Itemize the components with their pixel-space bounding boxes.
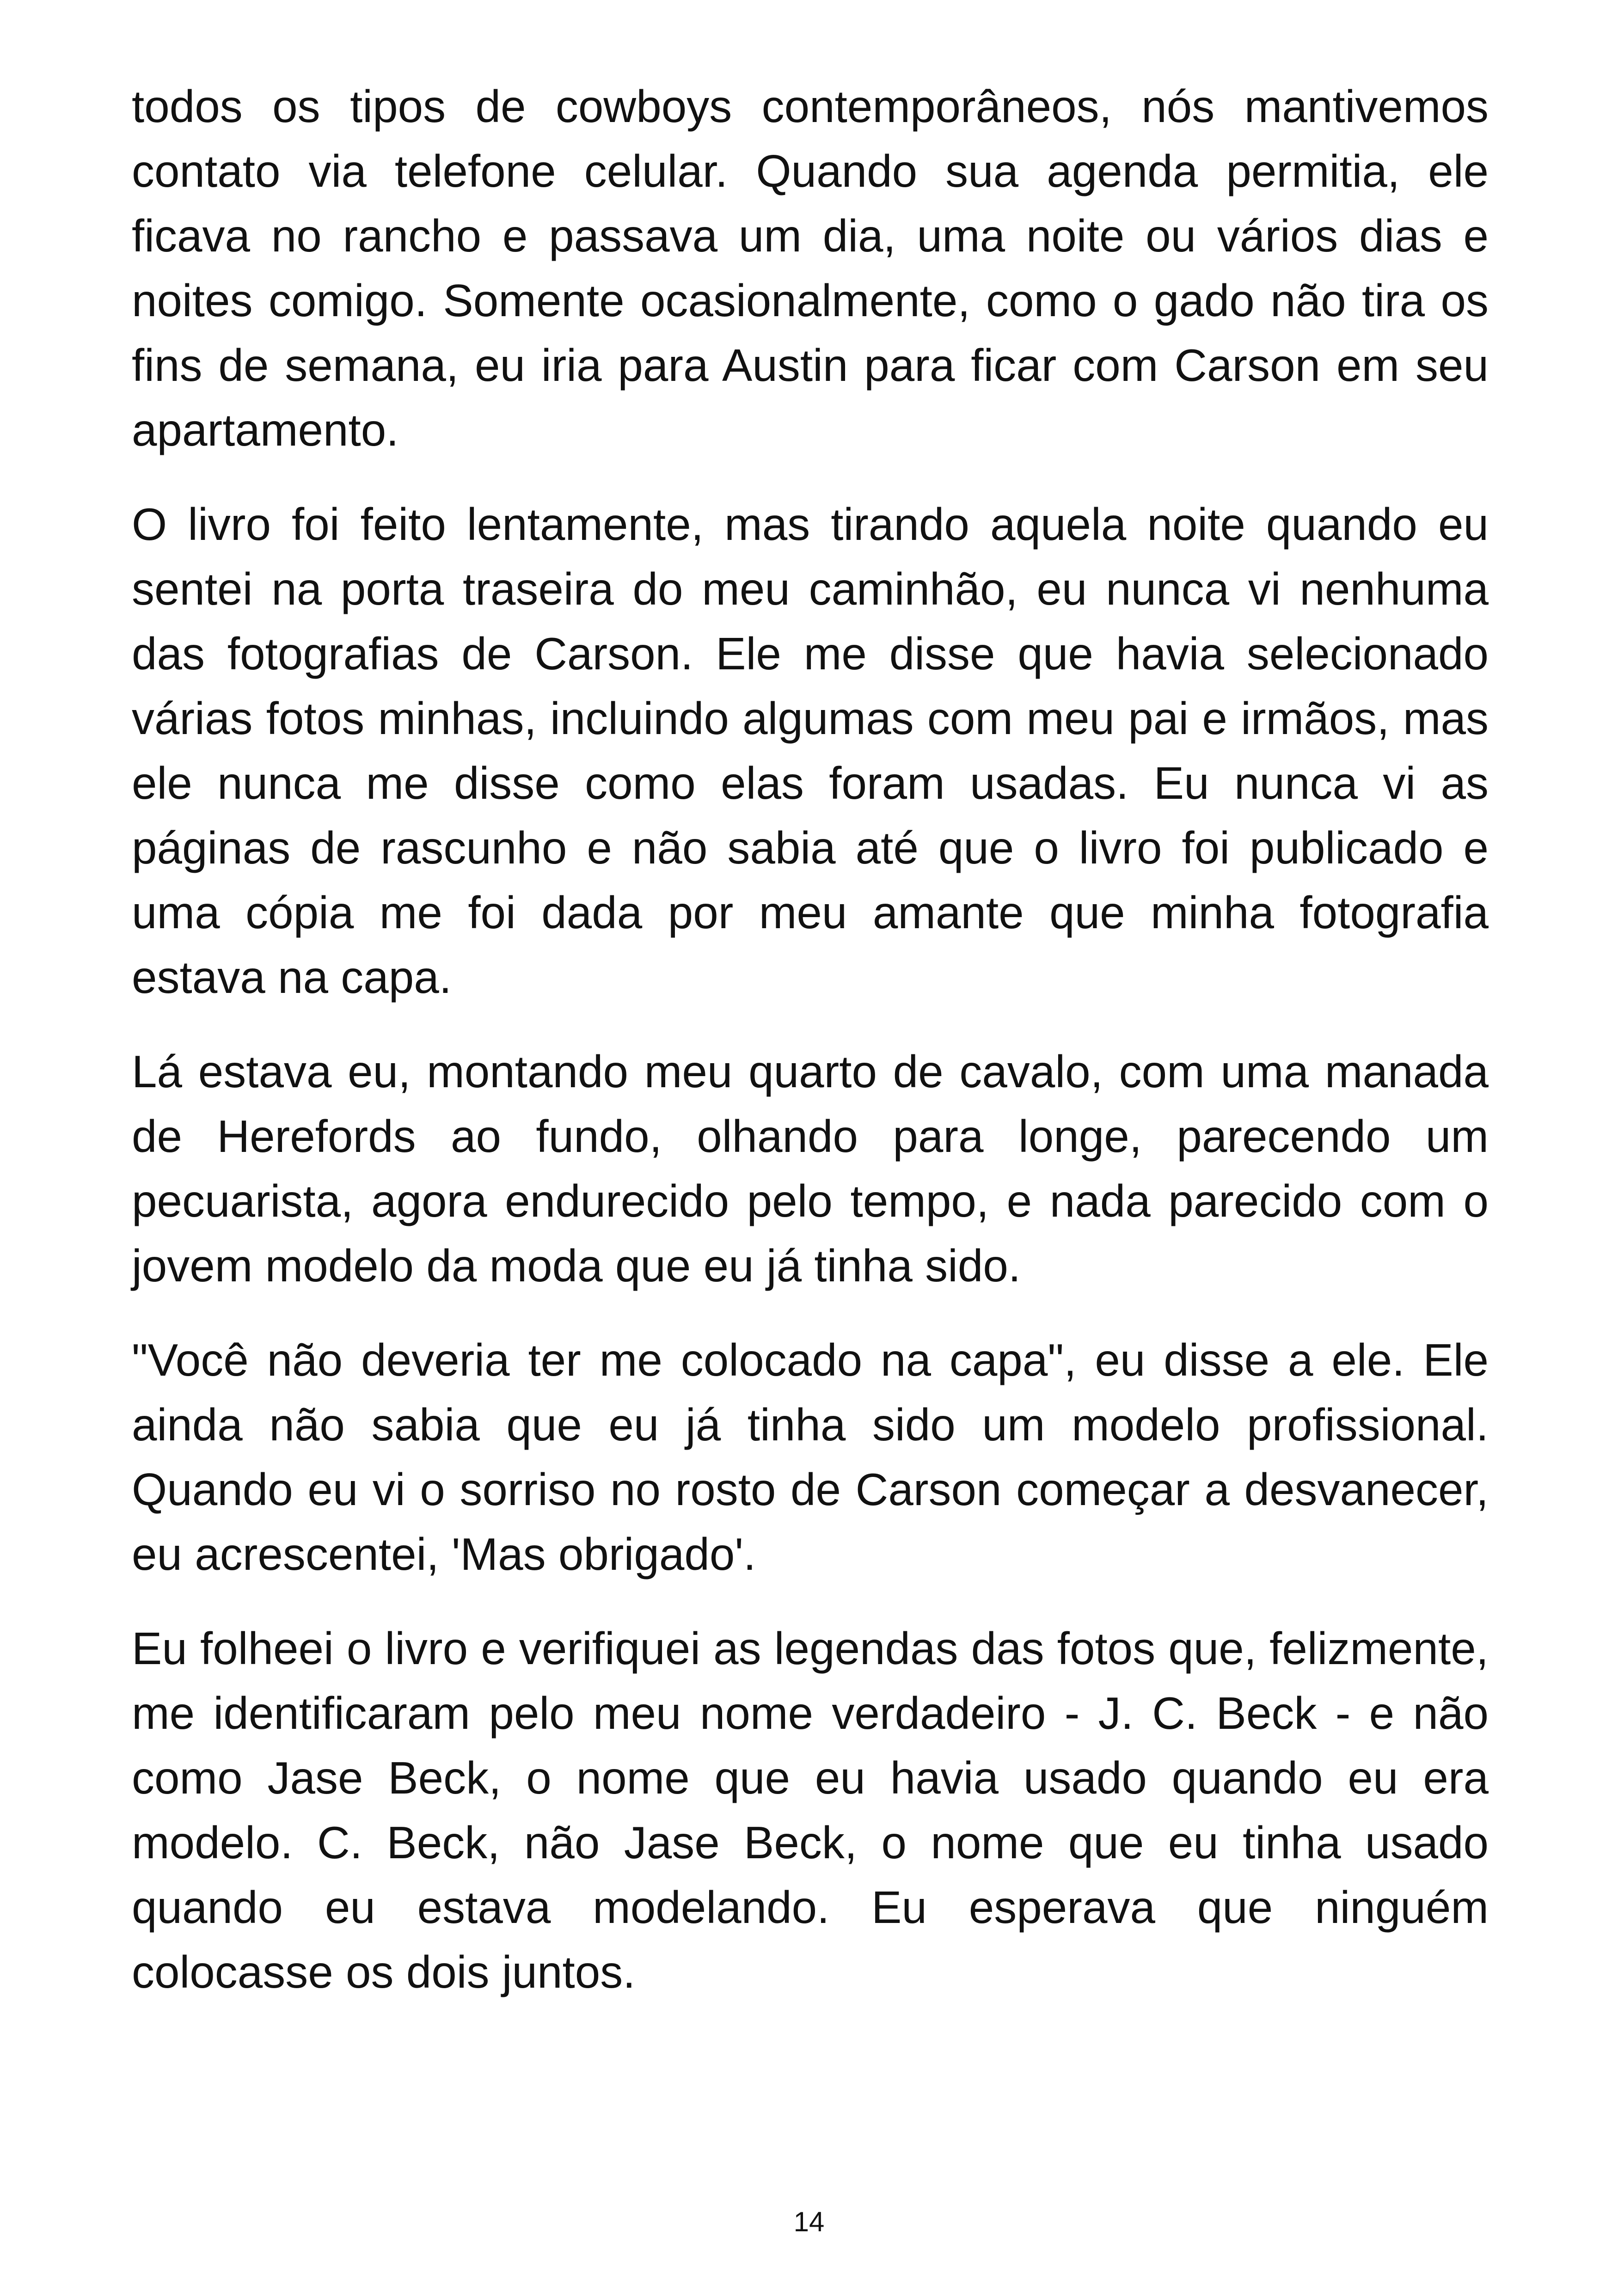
paragraph: todos os tipos de cowboys contemporâneos, nós mantivemos contato via telefone celular. Quando sua agenda permitia, ele ficava no rancho e passava um dia, uma noite ou vários dias e noites comigo. Somente ocasionalmente, como o gado não tira os fins de semana, eu iria para Austin para ficar com Carson em seu apartamento. xyxy=(132,81,1489,455)
paragraph: Eu folheei o livro e verifiquei as legendas das fotos que, felizmente, me identificaram pelo meu nome verdadeiro - J. C. Beck - e não como Jase Beck, o nome que eu havia usado quando eu era modelo. C. Beck, não Jase Beck, o nome que eu tinha usado quando eu estava modelando. Eu esperava que ninguém colocasse os dois juntos. xyxy=(132,1623,1489,1997)
text-body xyxy=(132,74,1489,2034)
paragraph: Lá estava eu, montando meu quarto de cavalo, com uma manada de Herefords ao fundo, olhando para longe, parecendo um pecuarista, agora endurecido pelo tempo, e nada parecido com o jovem modelo da moda que eu já tinha sido. xyxy=(132,1046,1489,1291)
page-number: 14 xyxy=(793,2206,825,2237)
paragraph: O livro foi feito lentamente, mas tirando aquela noite quando eu sentei na porta traseira do meu caminhão, eu nunca vi nenhuma das fotografias de Carson. Ele me disse que havia selecionado várias fotos minhas, incluindo algumas com meu pai e irmãos, mas ele nunca me disse como elas foram usadas. Eu nunca vi as páginas de rascunho e não sabia até que o livro foi publicado e uma cópia me foi dada por meu amante que minha fotografia estava na capa. xyxy=(132,499,1489,1003)
paragraph: "Você não deveria ter me colocado na capa", eu disse a ele. Ele ainda não sabia que eu já tinha sido um modelo profissional. Quando eu vi o sorriso no rosto de Carson começar a desvanecer, eu acrescentei, 'Mas obrigado'. xyxy=(132,1335,1489,1580)
